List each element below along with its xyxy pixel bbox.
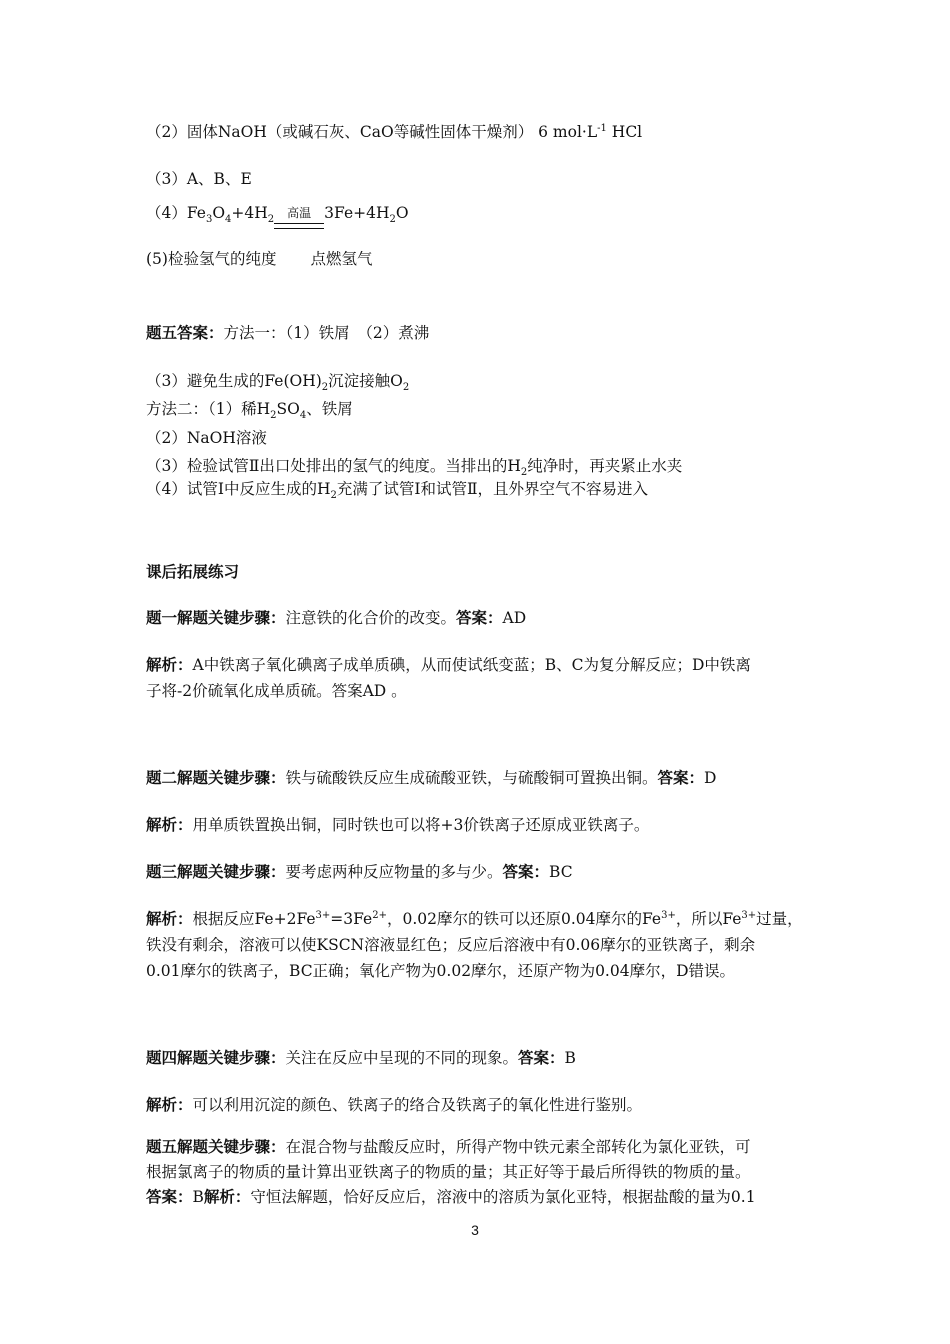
p3-analysis-2: 铁没有剩余，溶液可以使KSCN溶液显红色；反应后溶液中有0.06摩尔的亚铁离子，剩余 [146,936,756,954]
p5-answer-analysis: 答案：B解析：守恒法解题，恰好反应后，溶液中的溶质为氯化亚特，根据盐酸的量为0.1 [146,1188,756,1206]
p3-keystep: 题三解题关键步骤：要考虑两种反应物量的多与少。答案：BC [146,863,573,881]
p3-analysis-3: 0.01摩尔的铁离子，BC正确；氧化产物为0.02摩尔，还原产物为0.04摩尔，D错误。 [146,962,736,980]
page-number: 3 [471,1222,479,1238]
p5-keystep-2: 根据氯离子的物质的量计算出亚铁离子的物质的量；其正好等于最后所得铁的物质的量。 [146,1163,751,1181]
p5-keystep-1: 题五解题关键步骤：在混合物与盐酸反应时，所得产物中铁元素全部转化为氯化亚铁，可 [146,1138,751,1156]
p4-keystep: 题四解题关键步骤：关注在反应中呈现的不同的现象。答案：B [146,1049,576,1067]
reaction-condition: 高温 [274,202,324,224]
q5-heading: 题五答案：方法一：（1）铁屑 （2）煮沸 [146,324,430,342]
section-title: 课后拓展练习 [146,563,240,581]
p1-analysis-1: 解析：A中铁离子氧化碘离子成单质碘，从而使试纸变蓝；B、C为复分解反应；D中铁离 [146,656,751,674]
p2-keystep: 题二解题关键步骤：铁与硫酸铁反应生成硫酸亚铁，与硫酸铜可置换出铜。答案：D [146,769,717,787]
q5-method1-line3: （3）避免生成的$Fe(OH)_2$沉淀接触$O_2$ [146,372,410,394]
q5-method2-line3: （3）检验试管Ⅱ出口处排出的氢气的纯度。当排出的$H_2$纯净时，再夹紧止水夹 [146,457,683,479]
p1-keystep: 题一解题关键步骤：注意铁的化合价的改变。答案：AD [146,609,527,627]
p1-analysis-2: 子将-2价硫氧化成单质硫。答案AD 。 [146,682,407,700]
q5-method2-line1: 方法二：（1）稀$H_2SO_4$、铁屑 [146,400,353,422]
q5-method2-line4: （4）试管Ⅰ中反应生成的$H_2$充满了试管Ⅰ和试管Ⅱ，且外界空气不容易进入 [146,480,649,502]
q5-method2-line2: （2）NaOH溶液 [146,429,267,447]
answer-line-2: （2）固体NaOH（或碱石灰、CaO等碱性固体干燥剂） 6 $mol\cdot L^{-1}$ HCl [146,122,643,141]
p2-analysis: 解析：用单质铁置换出铜，同时铁也可以将+3价铁离子还原成亚铁离子。 [146,816,650,834]
answer-line-5: (5)检验氢气的纯度 点燃氢气 [146,250,373,268]
p4-analysis: 解析：可以利用沉淀的颜色、铁离子的络合及铁离子的氧化性进行鉴别。 [146,1096,643,1114]
answer-line-3: （3）A、B、E [146,170,252,188]
p3-analysis-1: 解析：根据反应$Fe+2Fe^{3+}=3Fe^{2+}$，0.02摩尔的铁可以还原0.04摩尔的$Fe^{3+}$，所以$Fe^{3+}$过量， [146,909,803,928]
answer-line-4-equation: $(4)Fe_3O_4+4H_2$ 高温 $3Fe+4H_2O$ [146,204,409,226]
